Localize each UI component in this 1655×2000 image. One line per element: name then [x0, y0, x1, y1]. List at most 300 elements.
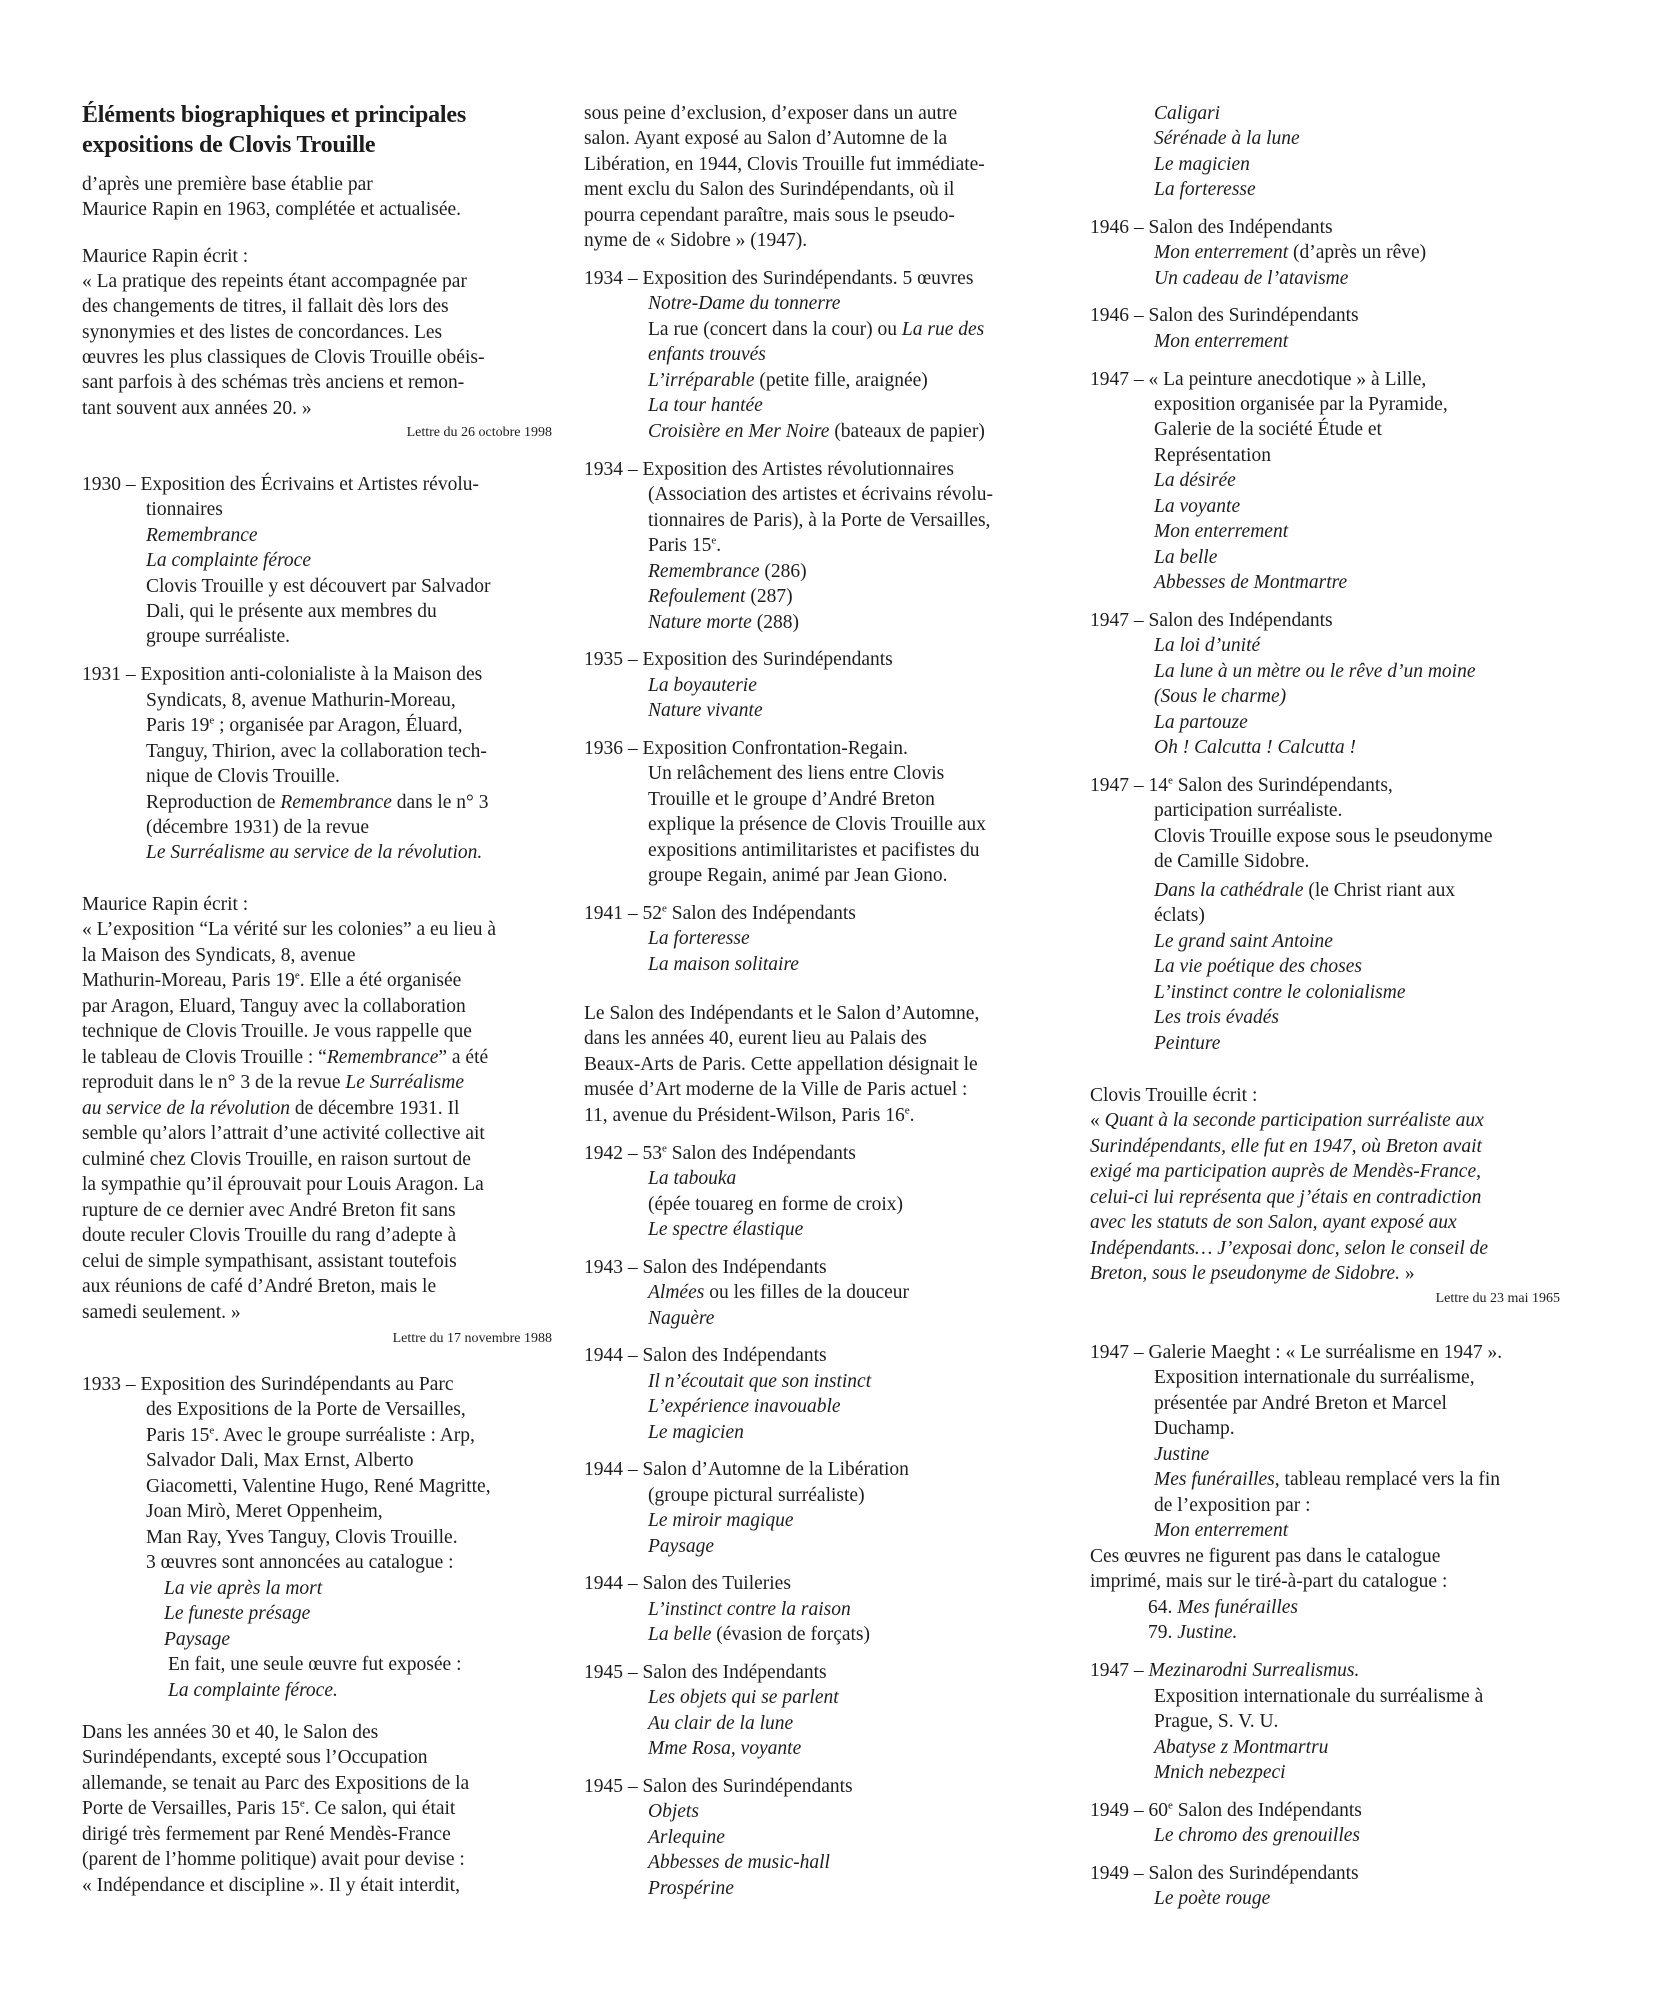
exhibition-entry-heading	[1090, 773, 1393, 798]
text-line	[648, 1799, 699, 1824]
text-segment: 1949 – 60	[1090, 1800, 1168, 1821]
text-segment: « Indépendance et discipline ». Il y était interdit,	[82, 1875, 460, 1896]
text-line	[146, 790, 488, 815]
text-segment: (épée touareg en forme de croix)	[648, 1194, 903, 1215]
artwork-title: Almées	[648, 1282, 705, 1303]
text-segment: participation surréaliste.	[1154, 800, 1343, 821]
text-segment: (d’après un rêve)	[1288, 242, 1427, 263]
text-line	[648, 1217, 803, 1242]
artwork-title: La belle	[1154, 547, 1218, 568]
text-segment: de Camille Sidobre.	[1154, 851, 1310, 872]
exhibition-entry-heading	[1090, 1861, 1359, 1886]
text-segment: Exposition internationale du surréalisme,	[1154, 1367, 1475, 1388]
text-segment: œuvres les plus classiques de Clovis Trouille obéis-	[82, 347, 485, 368]
text-segment: doute reculer Clovis Trouille du rang d’adepte à	[82, 1225, 457, 1246]
text-line	[146, 1550, 454, 1575]
text-segment: reproduit dans le n° 3 de la revue	[82, 1072, 346, 1093]
text-line	[648, 761, 944, 786]
text-line	[1148, 1595, 1298, 1620]
text-segment: 1941 – 52	[584, 903, 662, 924]
text-line	[82, 994, 466, 1019]
text-line	[1154, 329, 1288, 354]
text-segment: 1936 – Exposition Confrontation-Regain.	[584, 738, 908, 759]
text-segment: d’après une première base établie par	[82, 174, 373, 195]
artwork-title: exigé ma participation auprès de Mendès-France,	[1090, 1161, 1481, 1182]
text-segment: expositions de Clovis Trouille	[82, 132, 376, 158]
artwork-title: Il n’écoutait que son instinct	[648, 1371, 872, 1392]
text-segment: la sympathie qu’il éprouvait pour Louis Aragon. La	[82, 1174, 484, 1195]
artwork-title: Les objets qui se parlent	[648, 1687, 839, 1708]
text-line	[1154, 980, 1405, 1005]
artwork-title: Abbesses de music-hall	[648, 1852, 830, 1873]
text-line	[1154, 1760, 1286, 1785]
text-line	[82, 1045, 488, 1070]
exhibition-entry-heading	[1090, 1658, 1359, 1683]
text-line	[82, 943, 356, 968]
artwork-title: La vie après la mort	[164, 1578, 323, 1599]
text-segment: 1935 – Exposition des Surindépendants	[584, 649, 893, 670]
text-segment: 64.	[1148, 1597, 1178, 1618]
text-segment: 1942 – 53	[584, 1143, 662, 1164]
text-segment: .	[716, 535, 722, 556]
text-line	[146, 815, 369, 840]
exhibition-entry-heading	[584, 1571, 791, 1596]
exhibition-entry-heading	[82, 1372, 454, 1397]
text-line	[1154, 824, 1493, 849]
text-line	[1154, 659, 1476, 684]
artwork-title: La forteresse	[648, 928, 750, 949]
artwork-title: La partouze	[1154, 712, 1248, 733]
text-segment: Salon des Indépendants	[666, 1143, 856, 1164]
text-segment: Salvador Dali, Max Ernst, Alberto	[146, 1450, 414, 1471]
text-segment: Clovis Trouille y est découvert par Salvador	[146, 576, 491, 597]
text-line	[584, 203, 955, 228]
text-line	[146, 497, 223, 522]
artwork-title: Le magicien	[1154, 154, 1250, 175]
text-segment: 1934 – Exposition des Surindépendants. 5 œuvres	[584, 268, 974, 289]
text-segment: allemande, se tenait au Parc des Expositions de la	[82, 1773, 470, 1794]
text-segment: dirigé très fermement par René Mendès-France	[82, 1824, 451, 1845]
artwork-title: La vie poétique des choses	[1154, 956, 1362, 977]
exhibition-entry-heading	[1090, 1340, 1502, 1365]
text-line	[1154, 570, 1347, 595]
text-segment: 1930 – Exposition des Écrivains et Artistes révolu-	[82, 474, 479, 495]
text-line	[146, 1423, 475, 1448]
text-line	[82, 1198, 456, 1223]
exhibition-entry-heading	[584, 647, 893, 672]
artwork-title: La tour hantée	[648, 395, 763, 416]
text-segment: Syndicats, 8, avenue Mathurin-Moreau,	[146, 690, 456, 711]
artwork-title: La tabouka	[648, 1168, 737, 1189]
artwork-title: Remembrance	[280, 792, 392, 813]
text-line	[648, 863, 947, 888]
exhibition-entry-heading	[584, 1343, 827, 1368]
ordinal-suffix: e	[294, 969, 300, 982]
artwork-title: (Sous le charme)	[1154, 686, 1287, 707]
text-line	[168, 1678, 338, 1703]
text-line	[146, 574, 490, 599]
text-line	[82, 1172, 484, 1197]
artwork-title: L’instinct contre la raison	[648, 1599, 851, 1620]
text-line	[1154, 177, 1256, 202]
text-segment: dans les années 40, eurent lieu au Palais des	[584, 1028, 927, 1049]
text-line	[82, 269, 467, 294]
artwork-title: La complainte féroce.	[168, 1680, 338, 1701]
text-segment: Un relâchement des liens entre Clovis	[648, 763, 945, 784]
artwork-title: Surindépendants, elle fut en 1947, où Breton avait	[1090, 1136, 1482, 1157]
text-segment: 1947 – 14	[1090, 775, 1168, 796]
text-segment: nique de Clovis Trouille.	[146, 766, 340, 787]
artwork-title: Mon enterrement	[1154, 331, 1289, 352]
artwork-title: Mezinarodni Surrealismus.	[1148, 1660, 1360, 1681]
text-line	[1154, 1442, 1209, 1467]
text-line	[82, 1121, 485, 1146]
text-line	[648, 1166, 736, 1191]
text-line	[1154, 1467, 1500, 1492]
text-line	[1154, 798, 1342, 823]
text-line	[82, 1249, 457, 1274]
text-line	[1154, 954, 1362, 979]
text-segment: groupe Regain, animé par Jean Giono.	[648, 865, 948, 886]
text-line	[82, 345, 484, 370]
text-line	[584, 101, 957, 126]
text-line	[648, 610, 799, 635]
text-line	[1154, 1493, 1311, 1518]
artwork-title: Nature morte	[648, 612, 752, 633]
text-segment: 1945 – Salon des Surindépendants	[584, 1776, 853, 1797]
artwork-title: Les trois évadés	[1154, 1007, 1279, 1028]
text-segment: 1944 – Salon d’Automne de la Libération	[584, 1459, 909, 1480]
text-line	[648, 926, 750, 951]
text-line	[146, 1525, 458, 1550]
text-segment: Lettre du 17 novembre 1988	[392, 1331, 552, 1346]
text-segment: (287)	[745, 586, 793, 607]
text-segment: Clovis Trouille expose sous le pseudonyme	[1154, 826, 1493, 847]
text-segment: 1933 – Exposition des Surindépendants au Parc	[82, 1374, 454, 1395]
text-line	[1090, 1185, 1481, 1210]
artwork-title: La belle	[648, 1624, 712, 1645]
text-segment: Maurice Rapin en 1963, complétée et actualisée.	[82, 199, 462, 220]
text-line	[1090, 1261, 1415, 1286]
artwork-title: au service de la révolution	[82, 1098, 290, 1119]
artwork-title: Remembrance	[648, 561, 760, 582]
text-segment: expositions antimilitaristes et pacifistes du	[648, 840, 980, 861]
text-line	[648, 1306, 714, 1331]
exhibition-entry-heading	[1090, 608, 1333, 633]
text-segment: Porte de Versailles, Paris 15	[82, 1798, 300, 1819]
text-line	[648, 368, 928, 393]
artwork-title: Objets	[648, 1801, 699, 1822]
artwork-title: Le spectre élastique	[648, 1219, 804, 1240]
text-line	[146, 1499, 383, 1524]
text-segment: de décembre 1931. Il	[289, 1098, 460, 1119]
text-segment: 1946 – Salon des Indépendants	[1090, 217, 1333, 238]
text-segment: semble qu’alors l’attrait d’une activité collective ait	[82, 1123, 485, 1144]
artwork-title: Un cadeau de l’atavisme	[1154, 268, 1349, 289]
text-line	[1154, 1518, 1288, 1543]
artwork-title: Le magicien	[648, 1422, 744, 1443]
text-line	[1154, 101, 1220, 126]
text-line	[1154, 519, 1288, 544]
text-segment: tant souvent aux années 20. »	[82, 398, 312, 419]
text-line	[82, 1070, 464, 1095]
text-segment: Salon des Surindépendants,	[1172, 775, 1393, 796]
text-segment: tionnaires	[146, 499, 223, 520]
artwork-title: Justine	[1154, 1444, 1210, 1465]
text-line	[648, 1622, 870, 1647]
artwork-title: Quant à la seconde participation surréaliste aux	[1104, 1110, 1484, 1131]
text-line	[1154, 1031, 1220, 1056]
text-line	[648, 419, 985, 444]
text-line	[82, 396, 312, 421]
text-line	[648, 317, 984, 342]
text-segment: 3 œuvres sont annoncées au catalogue :	[146, 1552, 454, 1573]
text-segment: (288)	[751, 612, 799, 633]
ordinal-suffix: e	[1168, 1799, 1173, 1812]
text-segment: (286)	[759, 561, 807, 582]
text-line	[164, 1601, 310, 1626]
artwork-title: La complainte féroce	[146, 550, 311, 571]
text-line	[648, 1736, 801, 1761]
text-segment: groupe surréaliste.	[146, 626, 291, 647]
text-segment: présentée par André Breton et Marcel	[1154, 1393, 1447, 1414]
artwork-title: Peinture	[1154, 1033, 1221, 1054]
text-line	[648, 1597, 851, 1622]
text-segment: 1943 – Salon des Indépendants	[584, 1257, 827, 1278]
text-line	[82, 1147, 471, 1172]
text-segment: celui de simple sympathisant, assistant toutefois	[82, 1251, 457, 1272]
text-line	[1154, 1709, 1278, 1734]
text-segment: 1944 – Salon des Indépendants	[584, 1345, 827, 1366]
ordinal-suffix: e	[209, 1424, 215, 1437]
text-line	[648, 1850, 830, 1875]
text-line	[1090, 1210, 1457, 1235]
text-segment: 11, avenue du Président-Wilson, Paris 16	[584, 1105, 905, 1126]
text-segment: Man Ray, Yves Tanguy, Clovis Trouille.	[146, 1527, 458, 1548]
text-line	[82, 1796, 455, 1821]
ordinal-suffix: e	[904, 1104, 910, 1117]
text-line	[1154, 494, 1240, 519]
text-segment: 1931 – Exposition anti-colonialiste à la Maison des	[82, 664, 483, 685]
text-segment: Surindépendants, excepté sous l’Occupation	[82, 1747, 428, 1768]
ordinal-suffix: e	[662, 1142, 667, 1155]
ordinal-suffix: e	[299, 1797, 305, 1810]
artwork-title: Oh ! Calcutta ! Calcutta !	[1154, 737, 1357, 758]
text-line	[648, 1420, 744, 1445]
artwork-title: Mnich nebezpeci	[1154, 1762, 1286, 1783]
text-line	[584, 1026, 927, 1051]
artwork-title: Le Surréalisme	[345, 1072, 464, 1093]
artwork-title: Mon enterrement	[1154, 1520, 1289, 1541]
text-segment: 1947 – « La peinture anecdotique » à Lille,	[1090, 369, 1427, 390]
text-line	[584, 1077, 967, 1102]
text-line	[146, 840, 482, 865]
text-line	[584, 152, 985, 177]
text-line	[146, 548, 311, 573]
exhibition-entry-heading	[1090, 215, 1333, 240]
artwork-title: La forteresse	[1154, 179, 1256, 200]
text-segment: aux réunions de café d’André Breton, mais le	[82, 1276, 437, 1297]
text-segment: , tableau remplacé vers la fin	[1274, 1469, 1501, 1490]
text-segment: Paris 19	[146, 715, 210, 736]
text-segment: des changements de titres, il fallait dès lors des	[82, 296, 449, 317]
ordinal-suffix: e	[1168, 774, 1173, 787]
artwork-title: Abatyse z Montmartru	[1154, 1737, 1329, 1758]
text-line	[82, 1274, 436, 1299]
artwork-title: enfants trouvés	[648, 344, 766, 365]
text-segment: Le Salon des Indépendants et le Salon d’Automne,	[584, 1003, 980, 1024]
artwork-title: La rue des	[901, 319, 985, 340]
text-segment: Maurice Rapin écrit :	[82, 246, 249, 267]
text-line	[146, 688, 456, 713]
text-line	[1154, 684, 1286, 709]
artwork-title: Le Surréalisme au service de la révolution.	[146, 842, 483, 863]
text-line	[82, 1822, 451, 1847]
text-segment: ” a été	[438, 1047, 489, 1068]
text-line	[1154, 392, 1448, 417]
text-segment: 1945 – Salon des Indépendants	[584, 1662, 827, 1683]
text-line	[1154, 1735, 1328, 1760]
text-line	[648, 787, 935, 812]
text-segment: technique de Clovis Trouille. Je vous rappelle que	[82, 1021, 472, 1042]
text-segment: ment exclu du Salon des Surindépendants, où il	[584, 179, 955, 200]
text-line	[648, 1369, 871, 1394]
text-segment: sous peine d’exclusion, d’exposer dans un autre	[584, 103, 958, 124]
artwork-title: La boyauterie	[648, 675, 757, 696]
text-line	[82, 320, 442, 345]
artwork-title: Refoulement	[648, 586, 746, 607]
text-line	[1090, 1083, 1257, 1108]
text-segment: synonymies et des listes de concordances. Les	[82, 322, 443, 343]
text-line	[1090, 1159, 1481, 1184]
text-line	[164, 1576, 322, 1601]
artwork-title: Le poète rouge	[1154, 1888, 1271, 1909]
artwork-title: celui-ci lui représenta que j’étais en contradiction	[1090, 1187, 1482, 1208]
text-line	[1154, 240, 1426, 265]
text-segment: Dans les années 30 et 40, le Salon des	[82, 1722, 379, 1743]
text-segment: par Aragon, Eluard, Tanguy avec la collaboration	[82, 996, 466, 1017]
text-line	[1090, 1544, 1440, 1569]
text-line	[1154, 1416, 1235, 1441]
text-line	[82, 1720, 378, 1745]
text-line	[648, 1394, 841, 1419]
text-line	[1154, 1823, 1360, 1848]
text-line	[584, 1052, 978, 1077]
text-segment: la Maison des Syndicats, 8, avenue	[82, 945, 356, 966]
text-line	[82, 1847, 465, 1872]
text-line	[648, 1508, 794, 1533]
artwork-title: Dans la cathédrale	[1154, 880, 1304, 901]
text-line	[82, 968, 461, 993]
text-segment: (décembre 1931) de la revue	[146, 817, 370, 838]
text-segment: nyme de « Sidobre » (1947).	[584, 230, 808, 251]
text-segment: .	[909, 1105, 915, 1126]
text-line	[82, 1300, 241, 1325]
text-line	[82, 1873, 460, 1898]
text-segment: rupture de ce dernier avec André Breton fit sans	[82, 1200, 456, 1221]
text-line	[1154, 468, 1236, 493]
text-line	[82, 294, 449, 319]
exhibition-entry-heading	[584, 736, 908, 761]
text-segment: . Avec le groupe surréaliste : Arp,	[214, 1425, 475, 1446]
text-line	[648, 838, 979, 863]
text-segment: Salon des Indépendants	[1172, 1800, 1362, 1821]
text-segment: sant parfois à des schémas très anciens et remon-	[82, 372, 465, 393]
text-line	[1154, 443, 1271, 468]
text-segment: (Association des artistes et écrivains révolu-	[648, 484, 993, 505]
text-segment: Duchamp.	[1154, 1418, 1235, 1439]
text-line	[146, 739, 487, 764]
artwork-title: L’irréparable	[648, 370, 755, 391]
text-line	[648, 1685, 839, 1710]
text-line	[82, 1096, 459, 1121]
text-segment: 1944 – Salon des Tuileries	[584, 1573, 791, 1594]
text-segment: En fait, une seule œuvre fut exposée :	[168, 1654, 462, 1675]
text-line	[648, 698, 763, 723]
exhibition-entry-heading	[584, 266, 973, 291]
text-line	[146, 1448, 414, 1473]
text-segment: (le Christ riant aux	[1303, 880, 1456, 901]
text-line	[648, 291, 840, 316]
text-line	[1154, 929, 1333, 954]
artwork-title: La voyante	[1154, 496, 1241, 517]
text-segment: culminé chez Clovis Trouille, en raison surtout de	[82, 1149, 471, 1170]
text-segment: Reproduction de	[146, 792, 281, 813]
text-line	[648, 673, 757, 698]
text-segment: des Expositions de la Porte de Versailles,	[146, 1399, 466, 1420]
text-line	[648, 393, 763, 418]
text-segment: tionnaires de Paris), à la Porte de Versailles,	[648, 510, 991, 531]
text-segment: « La pratique des repeints étant accompagnée par	[82, 271, 467, 292]
ordinal-suffix: e	[711, 534, 717, 547]
text-segment: Paris 15	[146, 1425, 210, 1446]
text-segment: ou les filles de la douceur	[704, 1282, 909, 1303]
ordinal-suffix: e	[209, 714, 215, 727]
artwork-title: Mme Rosa, voyante	[648, 1738, 802, 1759]
text-line	[584, 126, 947, 151]
text-segment: Giacometti, Valentine Hugo, René Magritte,	[146, 1476, 491, 1497]
exhibition-entry-heading	[1090, 367, 1426, 392]
text-segment: (petite fille, araignée)	[754, 370, 928, 391]
text-segment: pourra cependant paraître, mais sous le pseudo-	[584, 205, 955, 226]
artwork-title: Remembrance	[146, 525, 258, 546]
text-line	[1154, 1684, 1483, 1709]
text-line	[82, 892, 248, 917]
exhibition-entry-heading	[584, 901, 856, 926]
artwork-title: Le chromo des grenouilles	[1154, 1825, 1360, 1846]
text-segment: de l’exposition par :	[1154, 1495, 1311, 1516]
artwork-title: Paysage	[164, 1629, 231, 1650]
text-segment: Trouille et le groupe d’André Breton	[648, 789, 935, 810]
text-line	[648, 1825, 725, 1850]
text-line	[1154, 903, 1205, 928]
exhibition-entry-heading	[584, 1255, 827, 1280]
text-segment: dans le n° 3	[391, 792, 489, 813]
text-line	[146, 1397, 466, 1422]
artwork-title: La loi d’unité	[1154, 635, 1261, 656]
text-segment: 1949 – Salon des Surindépendants	[1090, 1863, 1359, 1884]
text-line	[1154, 126, 1300, 151]
text-line	[1154, 735, 1356, 760]
text-line	[164, 1627, 230, 1652]
text-line	[648, 812, 986, 837]
text-line	[146, 599, 437, 624]
text-line	[82, 1771, 469, 1796]
text-line	[1154, 266, 1348, 291]
exhibition-entry-heading	[584, 457, 954, 482]
text-segment: (bateaux de papier)	[829, 421, 985, 442]
exhibition-entry-heading	[584, 1774, 853, 1799]
